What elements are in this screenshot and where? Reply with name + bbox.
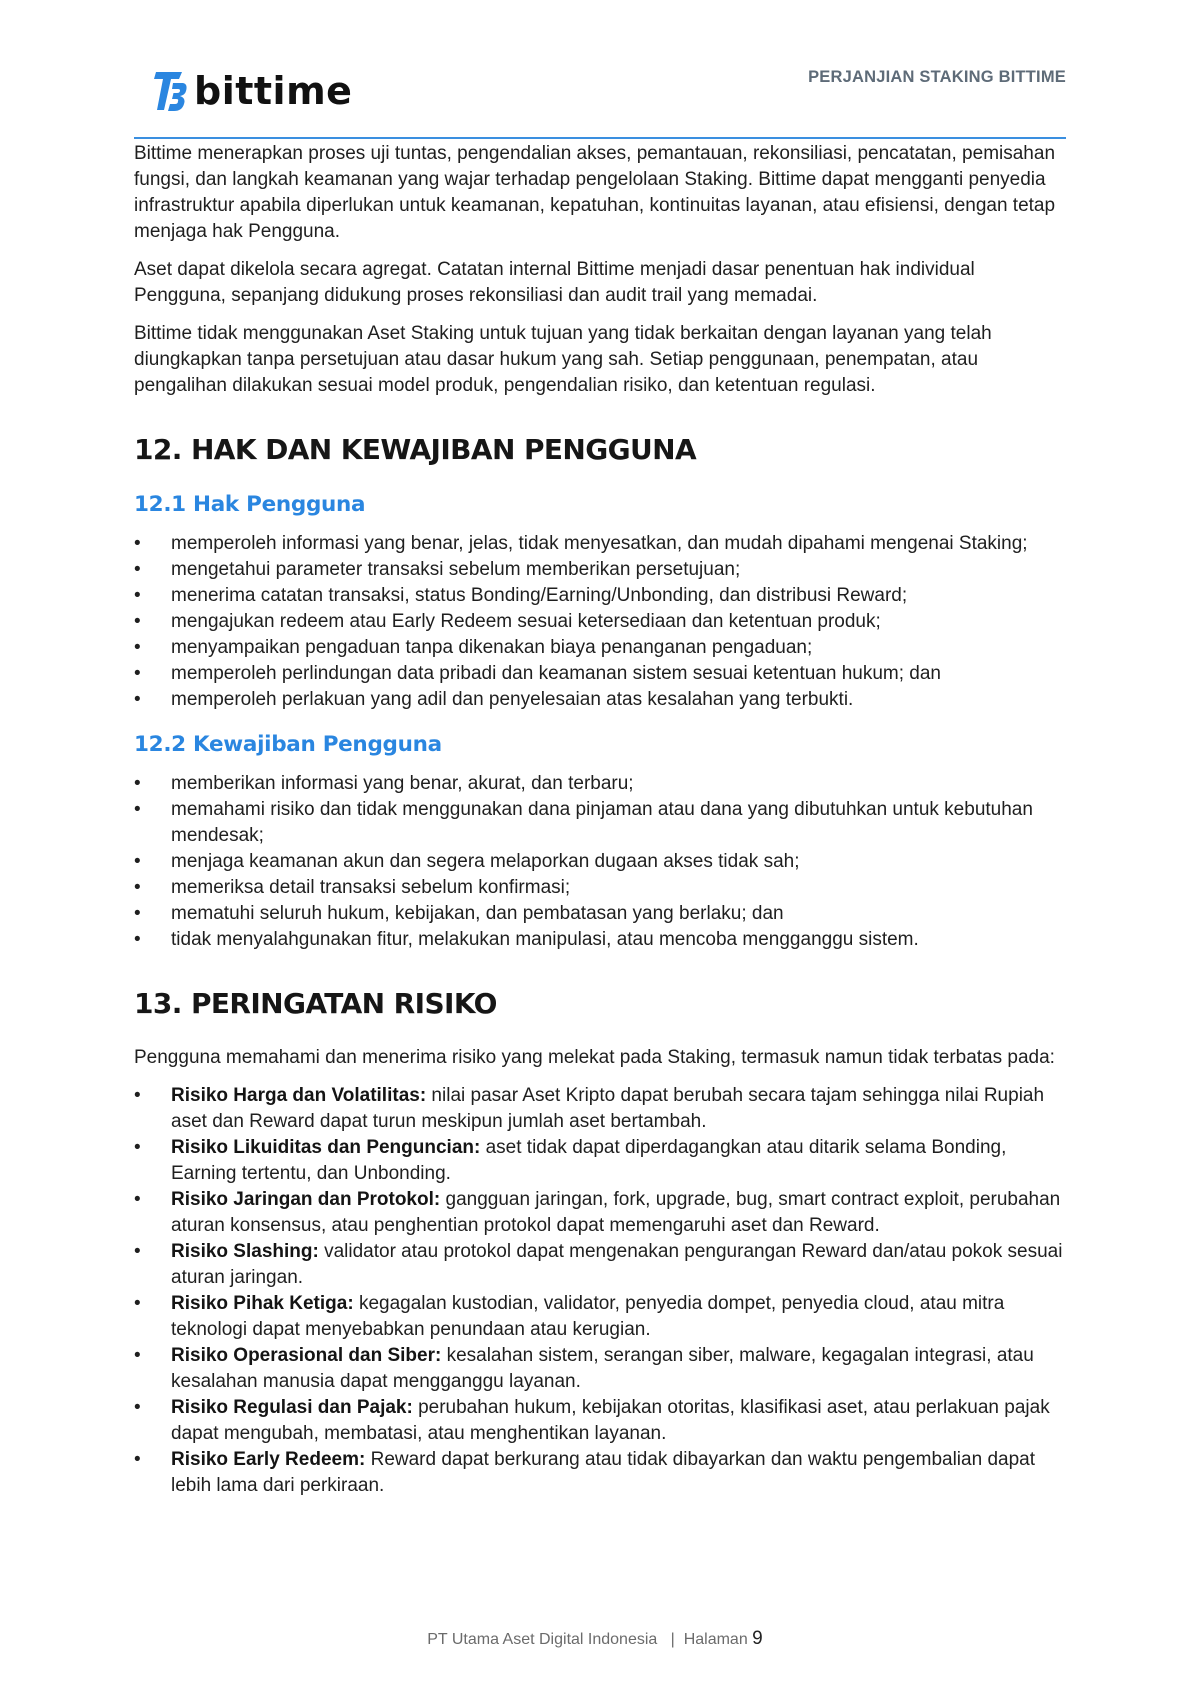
footer-page-label: Halaman: [683, 1631, 748, 1648]
risk-term: Risiko Jaringan dan Protokol:: [171, 1189, 441, 1210]
list-item: • tidak menyalahgunakan fitur, melakukan manipulasi, atau mencoba mengganggu sistem.: [134, 927, 1066, 953]
list-item: • Risiko Harga dan Volatilitas: nilai pasar Aset Kripto dapat berubah secara tajam sehingga nilai Rupiah aset dan Reward dapat turun meskipun jumlah aset bertambah.: [134, 1085, 1045, 1132]
bullet-icon: •: [134, 1345, 141, 1366]
list-item: • menjaga keamanan akun dan segera melaporkan dugaan akses tidak sah;: [134, 849, 1066, 875]
bullet-icon: •: [134, 1189, 141, 1210]
bullet-icon: •: [134, 1293, 141, 1314]
bittime-logo-icon: [152, 66, 188, 116]
list-item: • Risiko Slashing: validator atau protokol dapat mengenakan pengurangan Reward dan/atau pokok sesuai aturan jaringan.: [134, 1241, 1063, 1288]
list-item: • Risiko Pihak Ketiga: kegagalan kustodian, validator, penyedia dompet, penyedia cloud, atau mitra teknologi dapat menyebabkan penundaan atau kerugian.: [134, 1293, 1005, 1340]
list-item: • Risiko Jaringan dan Protokol: gangguan jaringan, fork, upgrade, bug, smart contract exploit, perubahan aturan konsensus, atau penghentian protokol dapat memengaruhi aset dan Reward.: [134, 1189, 1061, 1236]
bullet-icon: •: [134, 585, 141, 606]
bullet-icon: •: [134, 877, 141, 898]
list-item: • memperoleh perlakuan yang adil dan penyelesaian atas kesalahan yang terbukti.: [134, 687, 1066, 713]
document-title: PERJANJIAN STAKING BITTIME: [808, 68, 1066, 86]
bullet-icon: •: [134, 1449, 141, 1470]
brand-logo: [152, 66, 352, 116]
list-item: • memahami risiko dan tidak menggunakan dana pinjaman atau dana yang dibutuhkan untuk kebutuhan mendesak;: [134, 799, 1033, 846]
bullet-icon: •: [134, 903, 141, 924]
footer-separator: |: [670, 1631, 675, 1648]
list-item: • mengetahui parameter transaksi sebelum memberikan persetujuan;: [134, 557, 1066, 583]
bullet-icon: •: [134, 1085, 141, 1106]
bullet-icon: •: [134, 637, 141, 658]
page-footer: [0, 1628, 1190, 1650]
risk-intro: Pengguna memahami dan menerima risiko yang melekat pada Staking, termasuk namun tidak terbatas pada:: [134, 1047, 1055, 1068]
bullet-icon: •: [134, 663, 141, 684]
list-item: • memperoleh perlindungan data pribadi dan keamanan sistem sesuai ketentuan hukum; dan: [134, 661, 1066, 687]
list-item: • memeriksa detail transaksi sebelum konfirmasi;: [134, 875, 1066, 901]
header-divider: [134, 137, 1066, 139]
hak-list: [134, 531, 1066, 713]
bullet-icon: •: [134, 689, 141, 710]
paragraph: Aset dapat dikelola secara agregat. Catatan internal Bittime menjadi dasar penentuan hak individual Pengguna, sepanjang didukung proses rekonsiliasi dan audit trail yang memadai.: [134, 259, 975, 306]
bullet-icon: •: [134, 773, 141, 794]
bullet-icon: •: [134, 559, 141, 580]
paragraph: Bittime menerapkan proses uji tuntas, pengendalian akses, pemantauan, rekonsiliasi, pencatatan, pemisahan fungsi, dan langkah keamanan yang wajar terhadap pengelolaan Staking. Bittime dapat mengganti penyedia infrastruktur apabila diperlukan untuk keamanan, kepatuhan, kontinuitas layanan, atau efisiensi, dengan tetap menjaga hak Pengguna.: [134, 143, 1056, 242]
subsection-heading-hak: 12.1 Hak Pengguna: [134, 492, 366, 517]
bullet-icon: •: [134, 533, 141, 554]
kewajiban-list: [134, 771, 1066, 953]
brand-wordmark: bittime: [194, 69, 353, 113]
list-item: • Risiko Operasional dan Siber: kesalahan sistem, serangan siber, malware, kegagalan integrasi, atau kesalahan manusia dapat mengganggu layanan.: [134, 1345, 1034, 1392]
bullet-icon: •: [134, 611, 141, 632]
bullet-icon: •: [134, 929, 141, 950]
footer-company: PT Utama Aset Digital Indonesia: [427, 1631, 658, 1648]
risk-term: Risiko Likuiditas dan Penguncian:: [171, 1137, 481, 1158]
bullet-icon: •: [134, 851, 141, 872]
bullet-icon: •: [134, 1137, 141, 1158]
subsection-heading-kewajiban: 12.2 Kewajiban Pengguna: [134, 732, 442, 757]
paragraph: Bittime tidak menggunakan Aset Staking untuk tujuan yang tidak berkaitan dengan layanan yang telah diungkapkan tanpa persetujuan atau dasar hukum yang sah. Setiap penggunaan, penempatan, atau pengalihan dilakukan sesuai model produk, pengendalian risiko, dan ketentuan regulasi.: [134, 323, 992, 396]
list-item: • Risiko Regulasi dan Pajak: perubahan hukum, kebijakan otoritas, klasifikasi aset, atau perlakuan pajak dapat mengubah, membatasi, atau menghentikan layanan.: [134, 1397, 1050, 1444]
list-item: • Risiko Early Redeem: Reward dapat berkurang atau tidak dibayarkan dan waktu pengembalian dapat lebih lama dari perkiraan.: [134, 1449, 1035, 1496]
list-item: • menyampaikan pengaduan tanpa dikenakan biaya penanganan pengaduan;: [134, 635, 1066, 661]
list-item: • Risiko Likuiditas dan Penguncian: aset tidak dapat diperdagangkan atau ditarik selama Bonding, Earning tertentu, dan Unbonding.: [134, 1137, 1007, 1184]
list-item: • mematuhi seluruh hukum, kebijakan, dan pembatasan yang berlaku; dan: [134, 901, 1066, 927]
risk-term: Risiko Harga dan Volatilitas:: [171, 1085, 427, 1106]
bullet-icon: •: [134, 1397, 141, 1418]
page-number: 9: [752, 1628, 763, 1649]
main-content: [134, 141, 1066, 1499]
list-item: • memperoleh informasi yang benar, jelas, tidak menyesatkan, dan mudah dipahami mengenai Staking;: [134, 531, 1066, 557]
risk-term: Risiko Operasional dan Siber:: [171, 1345, 442, 1366]
list-item: • menerima catatan transaksi, status Bonding/Earning/Unbonding, dan distribusi Reward;: [134, 583, 1066, 609]
list-item: • memberikan informasi yang benar, akurat, dan terbaru;: [134, 771, 1066, 797]
list-item: • mengajukan redeem atau Early Redeem sesuai ketersediaan dan ketentuan produk;: [134, 609, 1066, 635]
risk-term: Risiko Regulasi dan Pajak:: [171, 1397, 413, 1418]
risk-term: Risiko Early Redeem:: [171, 1449, 366, 1470]
bullet-icon: •: [134, 799, 141, 820]
risk-list: [134, 1083, 1066, 1499]
risk-term: Risiko Slashing:: [171, 1241, 319, 1262]
risk-term: Risiko Pihak Ketiga:: [171, 1293, 354, 1314]
section-heading-12: 12. HAK DAN KEWAJIBAN PENGGUNA: [134, 433, 697, 466]
bullet-icon: •: [134, 1241, 141, 1262]
section-heading-13: 13. PERINGATAN RISIKO: [134, 987, 497, 1020]
